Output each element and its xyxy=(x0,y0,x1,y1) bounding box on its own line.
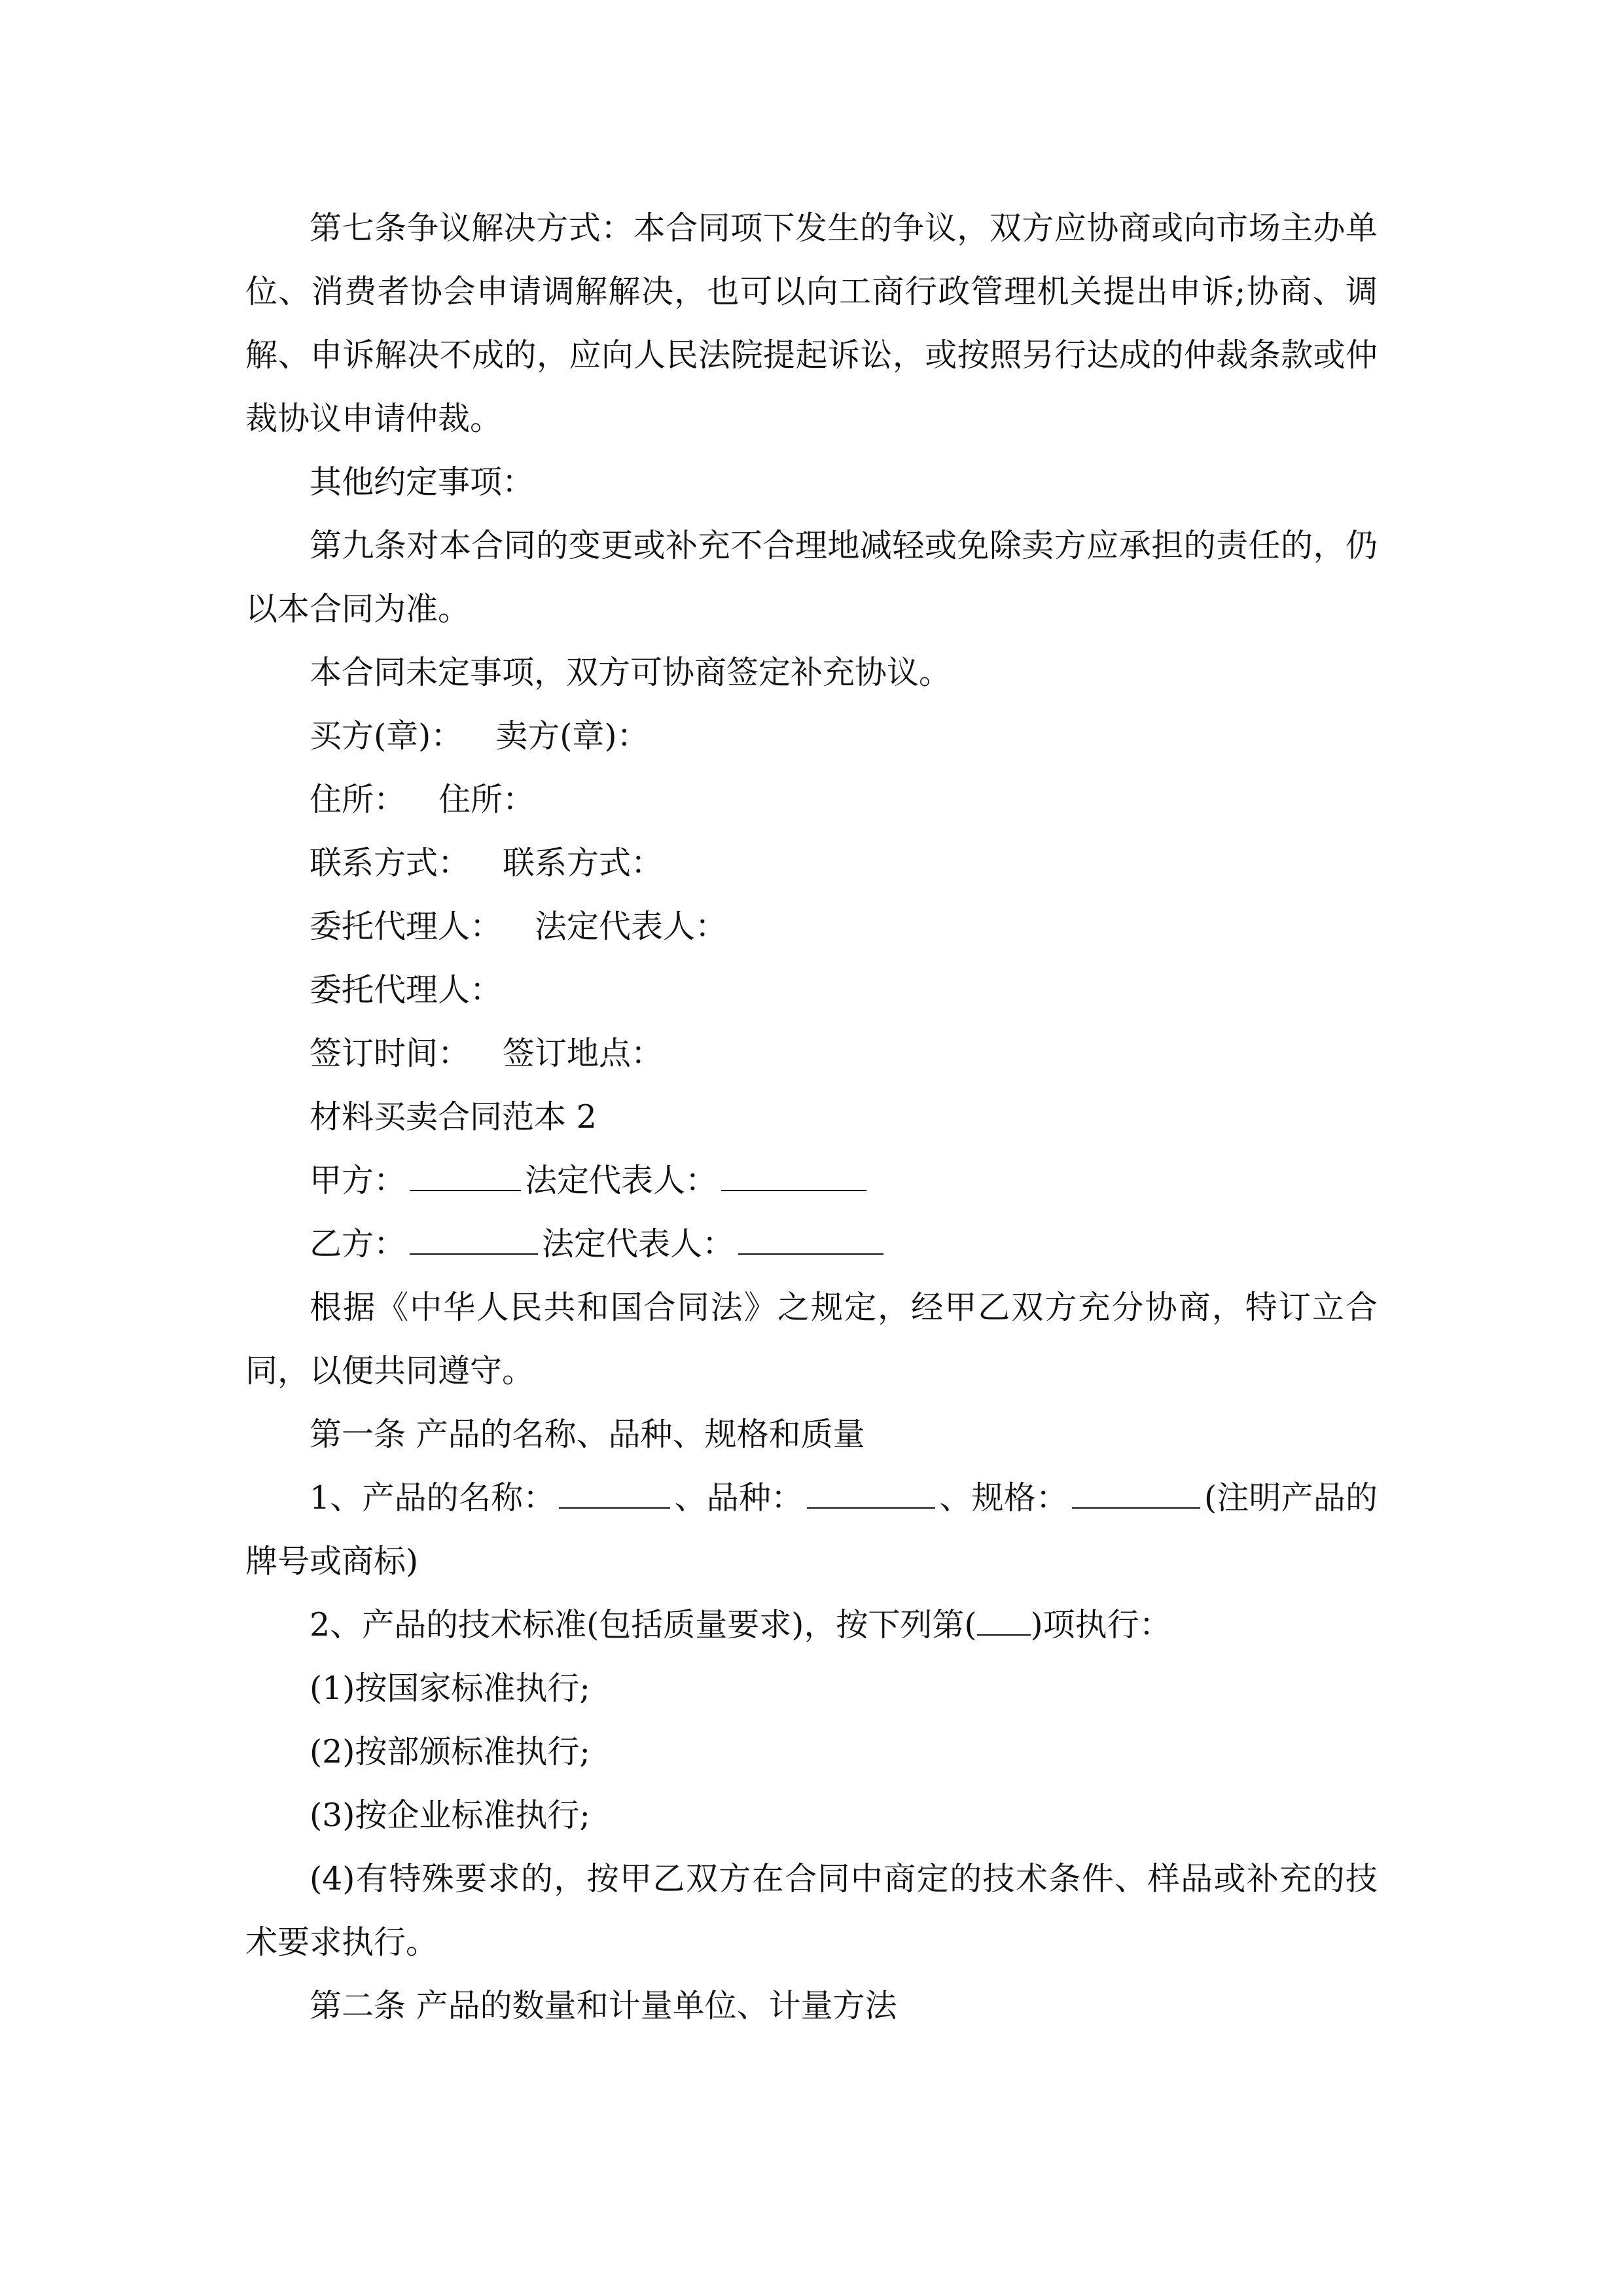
seller-contact-label: 联系方式： xyxy=(503,844,664,882)
buyer-seal-label: 买方(章)： xyxy=(310,717,463,755)
party-b-rep-label: 法定代表人： xyxy=(542,1225,735,1263)
product-name-blank xyxy=(559,1481,670,1509)
signature-row-time-place xyxy=(245,1022,1378,1085)
seller-agent-label: 委托代理人： xyxy=(310,971,503,1009)
item-2 xyxy=(245,1593,1378,1657)
party-a-label: 甲方： xyxy=(310,1162,406,1199)
seller-seal-label: 卖方(章)： xyxy=(495,717,649,755)
buyer-agent-label: 委托代理人： xyxy=(310,908,503,945)
seller-address-label: 住所： xyxy=(438,781,535,818)
article-2-title: 第二条 产品的数量和计量单位、计量方法 xyxy=(310,1987,897,2024)
product-variety-blank xyxy=(807,1481,935,1509)
buyer-address-label: 住所： xyxy=(310,781,406,818)
paragraph-supplement: 本合同未定事项，双方可协商签定补充协议。 xyxy=(310,654,952,691)
signature-row-contact xyxy=(245,831,1378,895)
paragraph-other-matters: 其他约定事项： xyxy=(310,463,535,501)
signature-row-agent-2 xyxy=(245,958,1378,1022)
option-2: (2)按部颁标准执行; xyxy=(310,1733,590,1770)
article-1-title: 第一条 产品的名称、品种、规格和质量 xyxy=(310,1416,865,1453)
party-b-rep-blank xyxy=(738,1227,883,1255)
party-b-blank xyxy=(410,1227,538,1255)
party-a-rep-label: 法定代表人： xyxy=(525,1162,718,1199)
party-b-row xyxy=(245,1212,1378,1276)
paragraph-intro: 根据《中华人民共和国合同法》之规定，经甲乙双方充分协商，特订立合同，以便共同遵守。 xyxy=(245,1289,1378,1390)
product-spec-blank xyxy=(1072,1481,1200,1509)
option-4: (4)有特殊要求的，按甲乙双方在合同中商定的技术条件、样品或补充的技术要求执行。 xyxy=(245,1860,1378,1961)
item-1-spec-label: 、规格： xyxy=(939,1479,1069,1516)
item-1-suffix: (注明产品的牌号或商标) xyxy=(245,1479,1378,1580)
option-3: (3)按企业标准执行; xyxy=(310,1797,590,1834)
item-1 xyxy=(245,1466,1378,1593)
item-2-suffix: )项执行： xyxy=(1030,1606,1171,1643)
paragraph-article-7: 第七条争议解决方式：本合同项下发生的争议，双方应协商或向市场主办单位、消费者协会申请调解解决，也可以向工商行政管理机关提出申诉;协商、调解、申诉解决不成的，应向人民法院提起诉讼，或按照另行达成的仲裁条款或仲裁协议申请仲裁。 xyxy=(245,209,1378,437)
signature-row-seal xyxy=(245,704,1378,768)
buyer-contact-label: 联系方式： xyxy=(310,844,471,882)
signing-place-label: 签订地点： xyxy=(503,1035,664,1072)
document-body xyxy=(245,196,1378,2037)
item-2-blank xyxy=(977,1608,1031,1636)
item-1-variety-label: 、品种： xyxy=(674,1479,804,1516)
item-2-prefix: 2、产品的技术标准(包括质量要求)，按下列第( xyxy=(310,1606,977,1643)
item-1-prefix: 1、产品的名称： xyxy=(310,1479,556,1516)
option-1: (1)按国家标准执行; xyxy=(310,1670,590,1707)
signing-time-label: 签订时间： xyxy=(310,1035,471,1072)
signature-row-agent xyxy=(245,895,1378,958)
party-a-row xyxy=(245,1149,1378,1212)
paragraph-article-9: 第九条对本合同的变更或补充不合理地减轻或免除卖方应承担的责任的，仍以本合同为准。 xyxy=(245,527,1378,628)
seller-legal-rep-label: 法定代表人： xyxy=(535,908,728,945)
section-title: 材料买卖合同范本 2 xyxy=(310,1098,597,1136)
signature-row-address xyxy=(245,768,1378,831)
party-b-label: 乙方： xyxy=(310,1225,406,1263)
party-a-blank xyxy=(410,1164,521,1191)
party-a-rep-blank xyxy=(721,1164,866,1191)
